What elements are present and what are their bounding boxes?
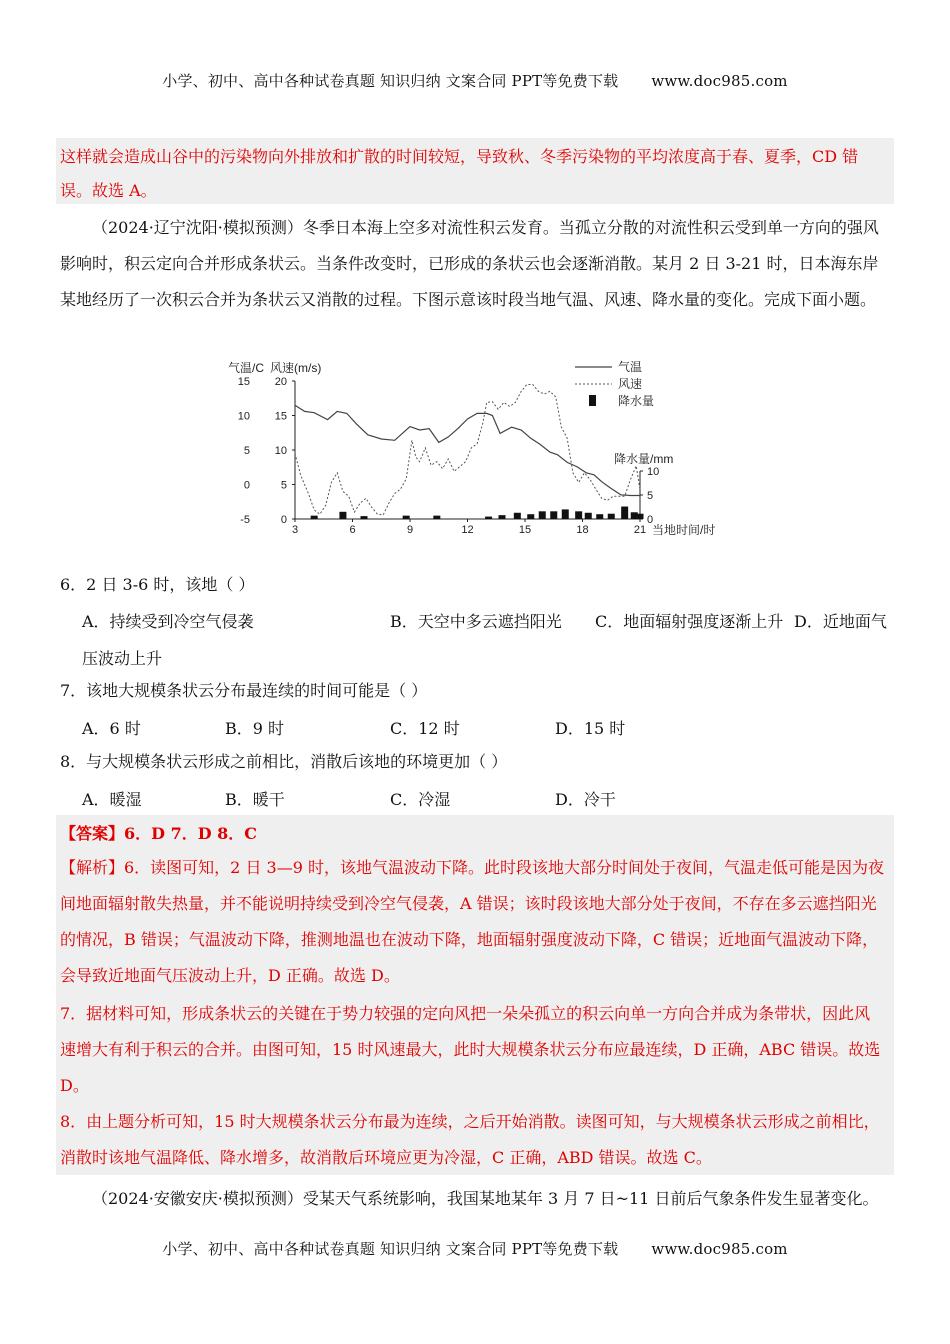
legend-temp-label: 气温 — [618, 360, 643, 374]
time-tick-label: 6 — [349, 524, 356, 536]
answer-line: 【答案】6．D 7．D 8．C — [60, 824, 258, 843]
q8-stem: 8．与大规模条状云形成之前相比，消散后该地的环境更加（ ） — [60, 752, 508, 771]
q6-option-d-cont: 压波动上升 — [82, 649, 163, 668]
precip-bar — [608, 514, 615, 519]
precip-bar — [311, 516, 318, 519]
analysis-7: 7．据材料可知，形成条状云的关键在于势力较强的定向风把一朵朵孤立的积云向单一方向合并成为条带状，因此风速增大有利于积云的合并。由图可知，15 时风速最大，此时大规模条状云分布应最连续，D 正确，ABC 错误。故选 D。 — [60, 1004, 881, 1095]
chart-ticks — [238, 376, 660, 536]
next-question-intro: （2024·安徽安庆·模拟预测）受某天气系统影响，我国某地某年 3 月 7 日~11 日前后气象条件发生显著变化。 — [92, 1189, 879, 1208]
q7-stem: 7．该地大规模条状云分布最连续的时间可能是（ ） — [60, 681, 428, 700]
climate-chart — [220, 353, 740, 543]
precip-bar — [339, 512, 346, 519]
time-tick-label: 9 — [406, 524, 414, 536]
q6-option-c: C．地面辐射强度逐渐上升 — [595, 612, 784, 631]
q8-option-a: A．暖湿 — [82, 790, 142, 809]
header-site-link[interactable]: www.doc985.com — [651, 72, 788, 90]
precip-bar — [575, 511, 582, 519]
question-intro: （2024·辽宁沈阳·模拟预测）冬季日本海上空多对流性积云发育。当孤立分散的对流性积云受到单一方向的强风影响时，积云定向合并形成条状云。当条件改变时，已形成的条状云也会逐渐消散。某月 2 日 3-21 时，日本海东岸某地经历了一次积云合并为条状云又消散的过程。下图示意该时段当地气温、风速、降水量的变化。完成下面小题。 — [60, 218, 879, 309]
wind-speed-line — [295, 385, 640, 515]
q7-option-c: C．12 时 — [390, 719, 460, 738]
q6-option-a: A．持续受到冷空气侵袭 — [82, 612, 254, 631]
legend-precip-label: 降水量 — [618, 394, 655, 408]
temp-tick-label: 15 — [237, 376, 250, 388]
page-header — [0, 70, 950, 91]
footer-site-link[interactable]: www.doc985.com — [651, 1240, 788, 1258]
prev-analysis-line1: 这样就会造成山谷中的污染物向外排放和扩散的时间较短，导致秋、冬季污染物的平均浓度高于春、夏季，CD 错 — [60, 147, 859, 166]
q6-option-d: D．近地面气 — [794, 612, 887, 631]
temp-tick-label: -5 — [240, 514, 250, 526]
q7-option-b: B．9 时 — [225, 719, 285, 738]
temperature-line — [295, 405, 640, 495]
q7-option-a: A．6 时 — [82, 719, 141, 738]
precip-tick-label: 10 — [647, 466, 660, 478]
temp-axis-label: 气温/C — [228, 361, 265, 375]
analysis-8: 8．由上题分析可知，15 时大规模条状云分布最为连续，之后开始消散。读图可知，与大规模条状云形成之前相比，消散时该地气温降低、降水增多，故消散后环境应更为冷湿，C 正确，ABD 错误。故选 C。 — [60, 1112, 880, 1167]
precip-tick-label: 0 — [647, 514, 654, 526]
q7-option-d: D．15 时 — [555, 719, 626, 738]
precip-bar — [550, 511, 557, 519]
chart-lines — [295, 385, 640, 515]
precip-bars — [311, 507, 644, 519]
precip-bar — [585, 513, 592, 519]
temp-tick-label: 5 — [243, 445, 250, 457]
wind-tick-label: 5 — [280, 479, 287, 492]
wind-tick-label: 0 — [280, 514, 287, 526]
q8-option-d: D．冷干 — [555, 790, 616, 809]
wind-tick-label: 15 — [274, 410, 287, 423]
footer-text: 小学、初中、高中各种试卷真题 知识归纳 文案合同 PPT等免费下载 — [162, 1240, 619, 1258]
precip-bar — [596, 514, 603, 519]
precip-bar — [637, 514, 644, 519]
q6-stem: 6．2 日 3-6 时，该地（ ） — [60, 575, 255, 594]
chart-legend — [575, 359, 654, 408]
precip-tick-label: 5 — [647, 490, 654, 502]
time-tick-label: 21 — [633, 524, 647, 536]
precip-bar — [527, 514, 534, 519]
precip-bar — [562, 509, 569, 519]
q8-option-c: C．冷湿 — [390, 790, 451, 809]
precip-bar — [361, 516, 368, 519]
precip-axis-label: 降水量/mm — [614, 452, 674, 466]
precip-bar — [433, 516, 440, 519]
legend-precip-swatch — [589, 395, 596, 406]
q6-option-b: B．天空中多云遮挡阳光 — [390, 612, 562, 631]
page-footer — [0, 1238, 950, 1259]
time-tick-label: 12 — [461, 524, 474, 536]
temp-tick-label: 10 — [237, 410, 250, 423]
wind-tick-label: 20 — [274, 376, 287, 388]
precip-bar — [485, 517, 492, 519]
precip-bar — [403, 516, 410, 519]
temp-tick-label: 0 — [243, 479, 250, 492]
analysis-6: 【解析】6．读图可知，2 日 3—9 时，该地气温波动下降。此时段该地大部分时间处于夜间，气温走低可能是因为夜间地面辐射散失热量，并不能说明持续受到冷空气侵袭，A 错误；该时段该地大部分处于夜间，不存在多云遮挡阳光的情况，B 错误；气温波动下降，推测地温也在波动下降，地面辐射强度波动下降，C 错误；近地面气温波动下降，会导致近地面气压波动上升，D 正确。故选 D。 — [60, 858, 884, 985]
precip-bar — [539, 511, 546, 519]
time-tick-label: 18 — [576, 524, 589, 536]
chart-axes — [228, 360, 715, 537]
precip-bar — [499, 515, 506, 519]
prev-analysis-line2: 误。故选 A。 — [60, 181, 157, 200]
precip-bar — [621, 507, 628, 519]
time-axis-label: 当地时间/时 — [652, 523, 716, 537]
q8-option-b: B．暖干 — [225, 790, 285, 809]
legend-wind-label: 风速 — [618, 377, 643, 391]
time-tick-label: 3 — [291, 524, 299, 536]
header-text: 小学、初中、高中各种试卷真题 知识归纳 文案合同 PPT等免费下载 — [162, 72, 619, 90]
time-tick-label: 15 — [518, 524, 532, 536]
wind-tick-label: 10 — [274, 445, 287, 457]
precip-bar — [514, 513, 521, 519]
wind-axis-label: 风速(m/s) — [270, 361, 322, 375]
